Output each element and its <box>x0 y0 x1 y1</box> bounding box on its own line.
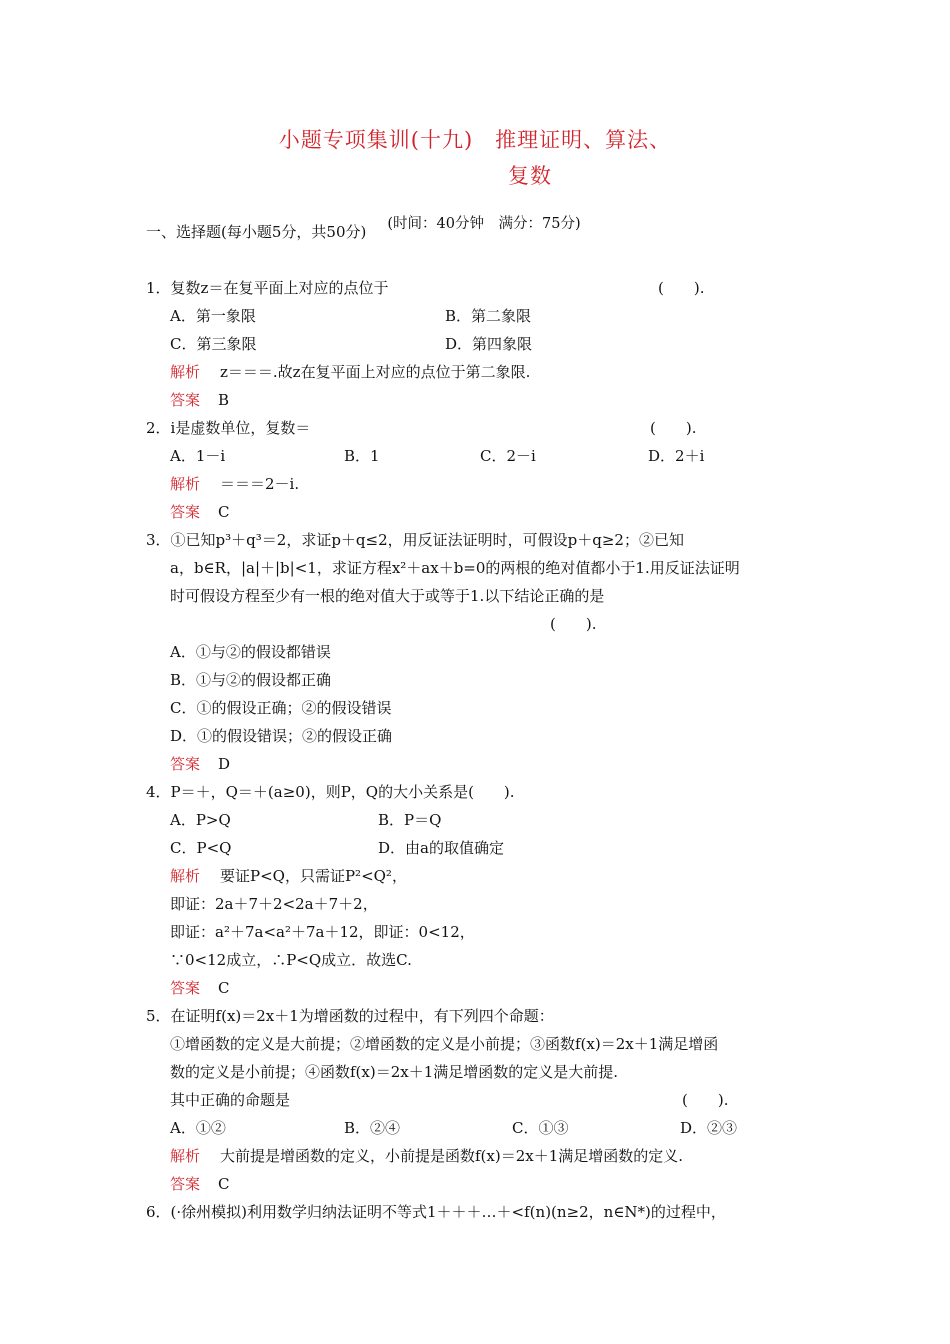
q5-answer-label: 答案 <box>170 1175 201 1193</box>
q2-answer: C <box>218 503 230 521</box>
q2-option-a: A．1－i <box>170 447 226 465</box>
q5-option-d: D．②③ <box>680 1119 738 1137</box>
q5-option-a: A．①② <box>170 1119 226 1137</box>
q3-paren: ( ). <box>550 615 597 633</box>
q4-answer: C <box>218 979 230 997</box>
q4-analysis-line-1: 要证P<Q，只需证P²<Q²， <box>220 867 407 885</box>
q4-option-b: B．P＝Q <box>378 811 442 829</box>
q3-option-d: D．①的假设错误；②的假设正确 <box>170 727 393 745</box>
q1-answer-label: 答案 <box>170 391 201 409</box>
q4-option-d: D．由a的取值确定 <box>378 839 504 857</box>
q1-analysis-label: 解析 <box>170 363 201 381</box>
q4-answer-label: 答案 <box>170 979 201 997</box>
q1-stem: 1．复数z＝在复平面上对应的点位于 <box>146 279 389 297</box>
q4-option-a: A．P>Q <box>170 811 231 829</box>
q2-analysis-label: 解析 <box>170 475 201 493</box>
q1-option-a: A．第一象限 <box>170 307 256 325</box>
q2-stem: 2．i是虚数单位，复数＝ <box>146 419 311 437</box>
q3-option-a: A．①与②的假设都错误 <box>170 643 331 661</box>
q2-option-d: D．2＋i <box>648 447 705 465</box>
q1-paren: ( ). <box>658 279 705 297</box>
q3-line-1: 3．①已知p³＋q³＝2，求证p＋q≤2，用反证法证明时，可假设p＋q≥2；②已知 <box>146 531 684 549</box>
q4-analysis-label: 解析 <box>170 867 201 885</box>
q5-option-c: C．①③ <box>512 1119 569 1137</box>
title-line-2: 复数 <box>508 164 552 188</box>
q5-answer: C <box>218 1175 230 1193</box>
q1-option-c: C．第三象限 <box>170 335 257 353</box>
title-line-1: 小题专项集训(十九) 推理证明、算法、 <box>278 128 672 152</box>
q5-line-4: 其中正确的命题是 <box>170 1091 291 1109</box>
q3-line-3: 时可假设方程至少有一根的绝对值大于或等于1.以下结论正确的是 <box>170 587 605 605</box>
q6-stem: 6．(·徐州模拟)利用数学归纳法证明不等式1＋＋＋…＋<f(n)(n≥2，n∈N*)的过程中， <box>146 1203 726 1221</box>
q2-analysis: ＝＝＝2－i. <box>220 475 300 493</box>
q5-stem: 5．在证明f(x)＝2x＋1为增函数的过程中，有下列四个命题： <box>146 1007 554 1025</box>
q4-analysis-line-4: ∵0<12成立，∴P<Q成立．故选C. <box>170 951 412 969</box>
q4-analysis-line-2: 即证：2a＋7＋2<2a＋7＋2， <box>170 895 378 913</box>
q2-paren: ( ). <box>650 419 697 437</box>
q5-analysis: 大前提是增函数的定义，小前提是函数f(x)＝2x＋1满足增函数的定义. <box>220 1147 684 1165</box>
q2-answer-label: 答案 <box>170 503 201 521</box>
q5-line-2: ①增函数的定义是大前提；②增函数的定义是小前提；③函数f(x)＝2x＋1满足增函 <box>170 1035 719 1053</box>
q1-analysis: z＝＝＝.故z在复平面上对应的点位于第二象限. <box>220 363 531 381</box>
q1-answer: B <box>218 391 230 409</box>
q1-option-d: D．第四象限 <box>445 335 533 353</box>
subtitle: (时间：40分钟 满分：75分) <box>387 216 581 232</box>
q3-option-b: B．①与②的假设都正确 <box>170 671 332 689</box>
q5-analysis-label: 解析 <box>170 1147 201 1165</box>
q2-option-b: B．1 <box>344 447 380 465</box>
q3-answer-label: 答案 <box>170 755 201 773</box>
q4-analysis-line-3: 即证：a²＋7a<a²＋7a＋12，即证：0<12， <box>170 923 475 941</box>
q5-paren: ( ). <box>682 1091 729 1109</box>
q5-line-3: 数的定义是小前提；④函数f(x)＝2x＋1满足增函数的定义是大前提. <box>170 1063 619 1081</box>
q3-option-c: C．①的假设正确；②的假设错误 <box>170 699 392 717</box>
q2-option-c: C．2－i <box>480 447 536 465</box>
q1-option-b: B．第二象限 <box>445 307 532 325</box>
section-heading: 一、选择题(每小题5分，共50分) <box>146 223 367 241</box>
q4-stem: 4．P＝＋，Q＝＋(a≥0)，则P，Q的大小关系是( ). <box>146 783 515 801</box>
q5-option-b: B．②④ <box>344 1119 401 1137</box>
q3-answer: D <box>218 755 231 773</box>
q3-line-2: a，b∈R，|a|＋|b|<1，求证方程x²＋ax＋b=0的两根的绝对值都小于1.用反证法证明 <box>170 559 740 577</box>
q4-option-c: C．P<Q <box>170 839 232 857</box>
